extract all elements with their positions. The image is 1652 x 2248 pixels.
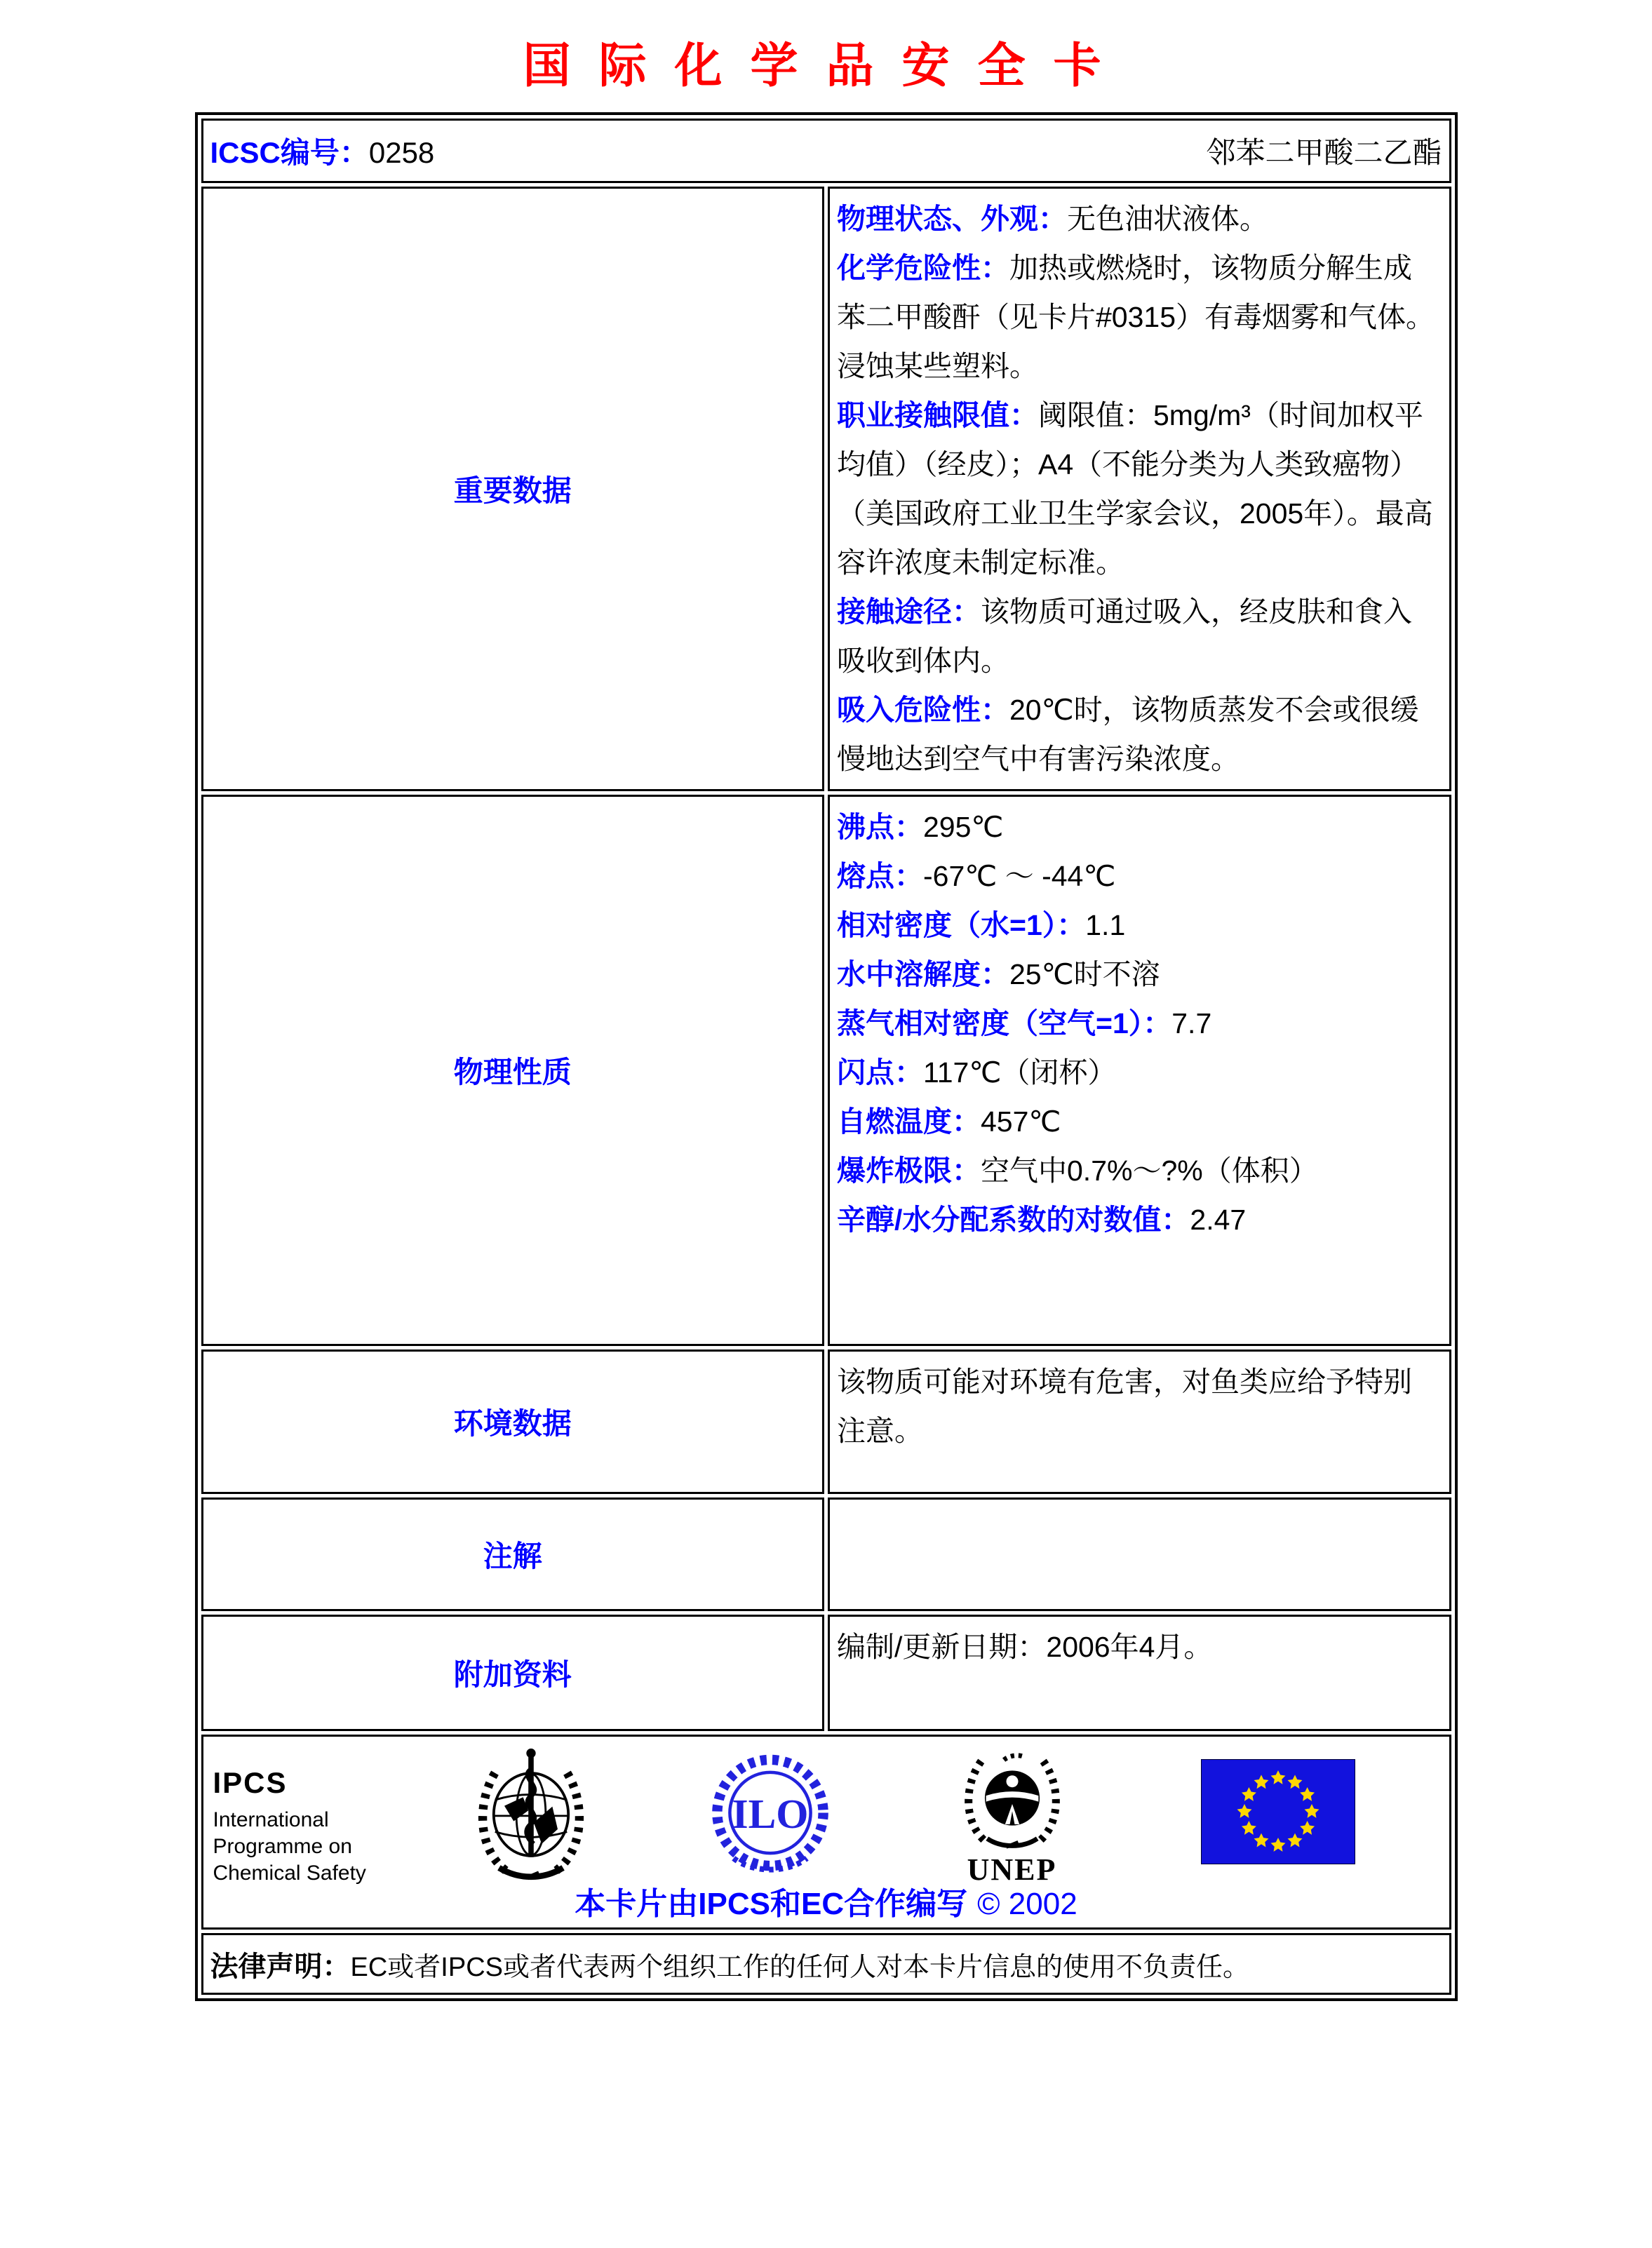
property-label: 职业接触限值：	[837, 399, 1038, 432]
property-value: 295℃	[923, 811, 1004, 844]
ipcs-subtitle-line: Chemical Safety	[213, 1862, 366, 1885]
legal-row	[201, 1933, 1451, 1995]
property-value: -67℃ ～ -44℃	[923, 860, 1116, 893]
ilo-letters: ILO	[732, 1791, 808, 1838]
header-cell	[201, 119, 1451, 183]
property-value: 无色油状液体。	[1067, 203, 1268, 236]
who-logo-icon	[464, 1742, 598, 1890]
environment-text: 该物质可能对环境有危害，对鱼类应给予特别注意。	[837, 1366, 1412, 1448]
property-line	[837, 1097, 1439, 1146]
icsc-number-group	[210, 130, 435, 172]
property-value: 7.7	[1171, 1007, 1212, 1040]
property-label: 熔点：	[837, 860, 923, 893]
logos-row	[201, 1735, 1451, 1930]
property-label: 辛醇/水分配系数的对数值：	[837, 1204, 1190, 1237]
property-label: 物理状态、外观：	[837, 203, 1067, 236]
environment-data-content	[828, 1350, 1451, 1494]
ipcs-title: IPCS	[213, 1766, 288, 1800]
property-label: 蒸气相对密度（空气=1）：	[837, 1007, 1172, 1040]
eu-flag-icon	[1201, 1759, 1355, 1868]
legal-cell	[201, 1933, 1451, 1995]
physical-properties-row	[201, 795, 1451, 1346]
property-label: 爆炸极限：	[837, 1155, 981, 1187]
property-value: 空气中0.7%～?%（体积）	[981, 1155, 1318, 1187]
property-label: 沸点：	[837, 811, 923, 844]
ilo-logo-icon	[707, 1749, 833, 1886]
ipcs-text-block	[213, 1766, 366, 1887]
property-line	[837, 802, 1439, 852]
property-value: 457℃	[981, 1105, 1061, 1138]
environment-data-row	[201, 1350, 1451, 1494]
property-label: 相对密度（水=1）：	[837, 909, 1086, 942]
legal-text: EC或者IPCS或者代表两个组织工作的任何人对本卡片信息的使用不负责任。	[350, 1952, 1249, 1982]
property-value: 117℃（闭杯）	[923, 1056, 1117, 1089]
credit-line	[203, 1878, 1449, 1923]
page-title: 国际化学品安全卡	[523, 39, 1129, 93]
property-line	[837, 587, 1439, 685]
property-line	[837, 852, 1439, 901]
important-data-row	[201, 187, 1451, 791]
environment-data-row-label: 环境数据	[201, 1350, 825, 1494]
important-data-row-label: 重要数据	[201, 187, 825, 791]
notes-row-label: 注解	[201, 1497, 825, 1611]
chemical-name: 邻苯二甲酸二乙酯	[1206, 136, 1442, 170]
logos-cell	[201, 1735, 1451, 1930]
physical-properties-row-label: 物理性质	[201, 795, 825, 1346]
unep-logo-icon	[953, 1744, 1072, 1887]
additional-info-text: 编制/更新日期：2006年4月。	[837, 1631, 1213, 1664]
property-line	[837, 685, 1439, 783]
property-label: 吸入危险性：	[837, 694, 1009, 727]
ipcs-subtitle	[213, 1807, 366, 1887]
property-label: 化学危险性：	[837, 252, 1009, 285]
physical-properties-content	[828, 795, 1451, 1346]
icsc-number-label: ICSC编号：	[210, 136, 369, 170]
property-value: 20℃时，该物质蒸发不会或很缓慢地达到空气中有害污染浓度。	[837, 694, 1419, 776]
property-label: 闪点：	[837, 1056, 923, 1089]
legal-label: 法律声明：	[210, 1951, 351, 1982]
property-line	[837, 1048, 1439, 1097]
additional-info-content	[828, 1615, 1451, 1731]
property-value: 阈限值：5mg/m³（时间加权平均值）（经皮）；A4（不能分类为人类致癌物）（美国政府工业卫生学家会议，2005年）。最高容许浓度未制定标准。	[837, 399, 1433, 579]
unep-label: UNEP	[967, 1852, 1057, 1887]
copyright-text: © 2002	[977, 1887, 1077, 1922]
property-line	[837, 194, 1439, 243]
property-label: 接触途径：	[837, 595, 981, 628]
property-value: 加热或燃烧时，该物质分解生成苯二甲酸酐（见卡片#0315）有毒烟雾和气体。浸蚀某些塑料。	[837, 252, 1435, 383]
additional-info-row	[201, 1615, 1451, 1731]
additional-info-row-label: 附加资料	[201, 1615, 825, 1731]
property-label: 自燃温度：	[837, 1105, 981, 1138]
property-line	[837, 391, 1439, 587]
property-value: 25℃时不溶	[1009, 958, 1160, 991]
credit-text: 本卡片由IPCS和EC合作编写	[575, 1887, 968, 1922]
icsc-number-value: 0258	[368, 136, 435, 170]
ipcs-subtitle-line: International	[213, 1808, 329, 1832]
property-line	[837, 901, 1439, 950]
property-line	[837, 950, 1439, 999]
property-line	[837, 1146, 1439, 1195]
header-row	[201, 119, 1451, 183]
notes-content	[828, 1497, 1451, 1611]
property-value: 1.1	[1085, 909, 1126, 942]
ipcs-subtitle-line: Programme on	[213, 1835, 352, 1859]
property-line	[837, 999, 1439, 1048]
important-data-content	[828, 187, 1451, 791]
property-value: 该物质可通过吸入，经皮肤和食入吸收到体内。	[837, 595, 1412, 678]
property-value: 2.47	[1190, 1204, 1247, 1237]
property-line	[837, 243, 1439, 391]
property-label: 水中溶解度：	[837, 958, 1009, 991]
icsc-card-table	[195, 112, 1458, 2001]
notes-row	[201, 1497, 1451, 1611]
property-line	[837, 1195, 1439, 1244]
